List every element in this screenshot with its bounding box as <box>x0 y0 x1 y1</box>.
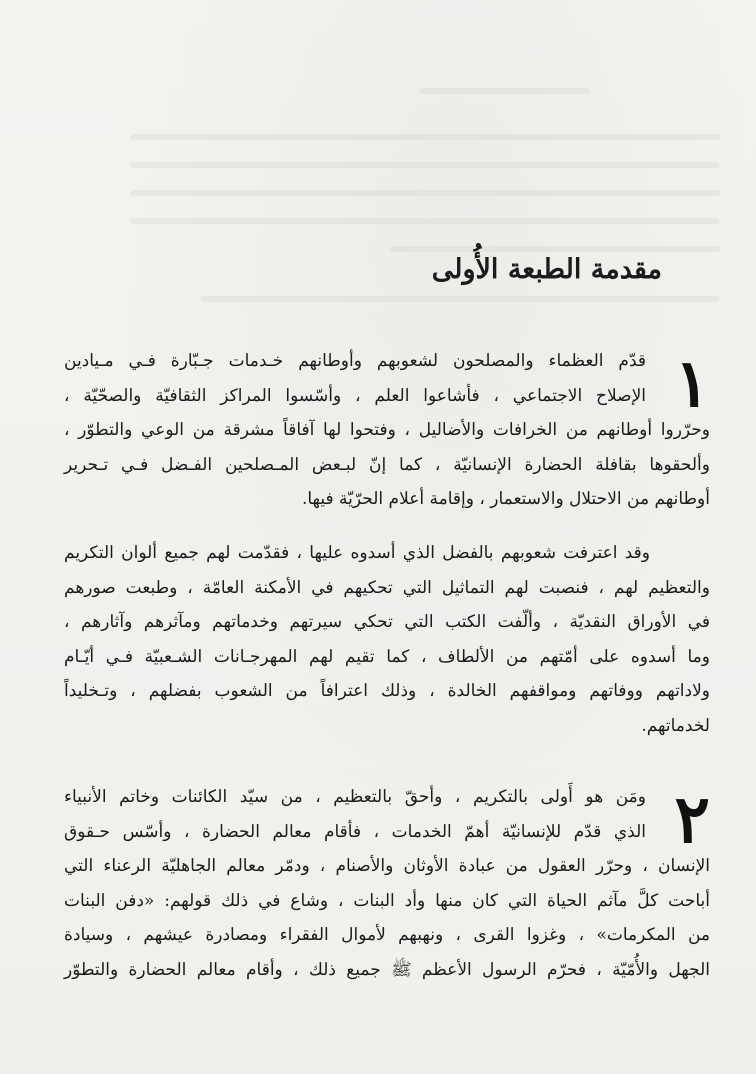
section-number: ٢ <box>674 780 710 858</box>
text-line: وألحقوها بقافلة الحضارة الإنسانيّة ، كما إنّ لبـعض المـصلحين الفـضل فـي تـحرير <box>64 454 710 475</box>
text-line: قدّم العظماء والمصلحون لشعوبهم وأوطانهم خـدمات جـبّارة فـي مـيادين <box>64 351 646 371</box>
text-line: وما أسدوه على أمّتهم من الألطاف ، كما تقيم لهم المهرجـانات الشـعبيّة فـي أيّـام <box>64 646 710 667</box>
section-1 <box>64 344 710 517</box>
text-line: الذي قدّم للإنسانيّة أهمّ الخدمات ، فأقام معالم الحضارة ، وأسّس حـقوق <box>64 821 646 842</box>
text-line: أوطانهم من الاحتلال والاستعمار ، وإقامة أعلام الحرّيّة فيها. <box>301 489 710 509</box>
text-line: من المكرمات» ، وغزوا القرى ، ونهبهم لأموال الفقراء ومصادرة عيشهم ، وسيادة <box>64 925 710 945</box>
bleed-through-line <box>130 190 720 196</box>
text-line: وحرّروا أوطانهم من الخرافات والأضاليل ، وفتحوا لها آفاقاً مشرقة من الوعي والتطوّر ، <box>64 420 710 440</box>
bleed-through-line <box>130 162 720 168</box>
bleed-through-line <box>420 88 590 94</box>
text-line: الجهل والأُمّيّة ، فحرّم الرسول الأعظم ﷺ جميع ذلك ، وأقام معالم الحضارة والتطوّر <box>64 959 710 980</box>
text-line: الإنسان ، وحرّر العقول من عبادة الأوثان والأصنام ، ودمّر معالم الجاهليّة الرعناء التي <box>64 856 710 876</box>
section-2 <box>64 780 710 987</box>
text-line: ولاداتهم ووفاتهم ومواقفهم الخالدة ، وذلك اعترافاً من الشعوب بفضلهم ، وتـخليداً <box>64 681 710 701</box>
text-line: والتعظيم لهم ، فنصبت لهم التماثيل التي تحكيهم في الأمكنة العامّة ، وطبعت صورهم <box>64 577 710 598</box>
text-line: ومَن هو أَولى بالتكريم ، وأحقّ بالتعظيم ، من سيّد الكائنات وخاتم الأنبياء <box>64 787 646 807</box>
paragraph-2 <box>64 536 710 743</box>
text-line: الإصلاح الاجتماعي ، فأشاعوا العلم ، وأسّسوا المراكز الثقافيّة والصحّيّة ، <box>64 385 646 406</box>
text-line: لخدماتهم. <box>641 715 710 736</box>
bleed-through-line <box>200 296 720 302</box>
bleed-through-line <box>130 134 720 140</box>
text-line: في الأوراق النقديّة ، وألّفت الكتب التي تحكي سيرتهم وخدماتهم ومآثرهم وآثارهم ، <box>64 612 710 632</box>
bleed-through-line <box>130 218 720 224</box>
text-line: وقد اعترفت شعوبهم بالفضل الذي أسدوه عليها ، فقدّمت لهم جميع ألوان التكريم <box>64 543 650 563</box>
text-line: أباحت كلَّ مآثم الحياة التي كان منها وأد البنات ، وشاع في ذلك قولهم: «دفن البنات <box>64 890 710 911</box>
section-number: ١ <box>674 344 710 422</box>
page-title: مقدمة الطبعة الأُولى <box>431 254 662 285</box>
